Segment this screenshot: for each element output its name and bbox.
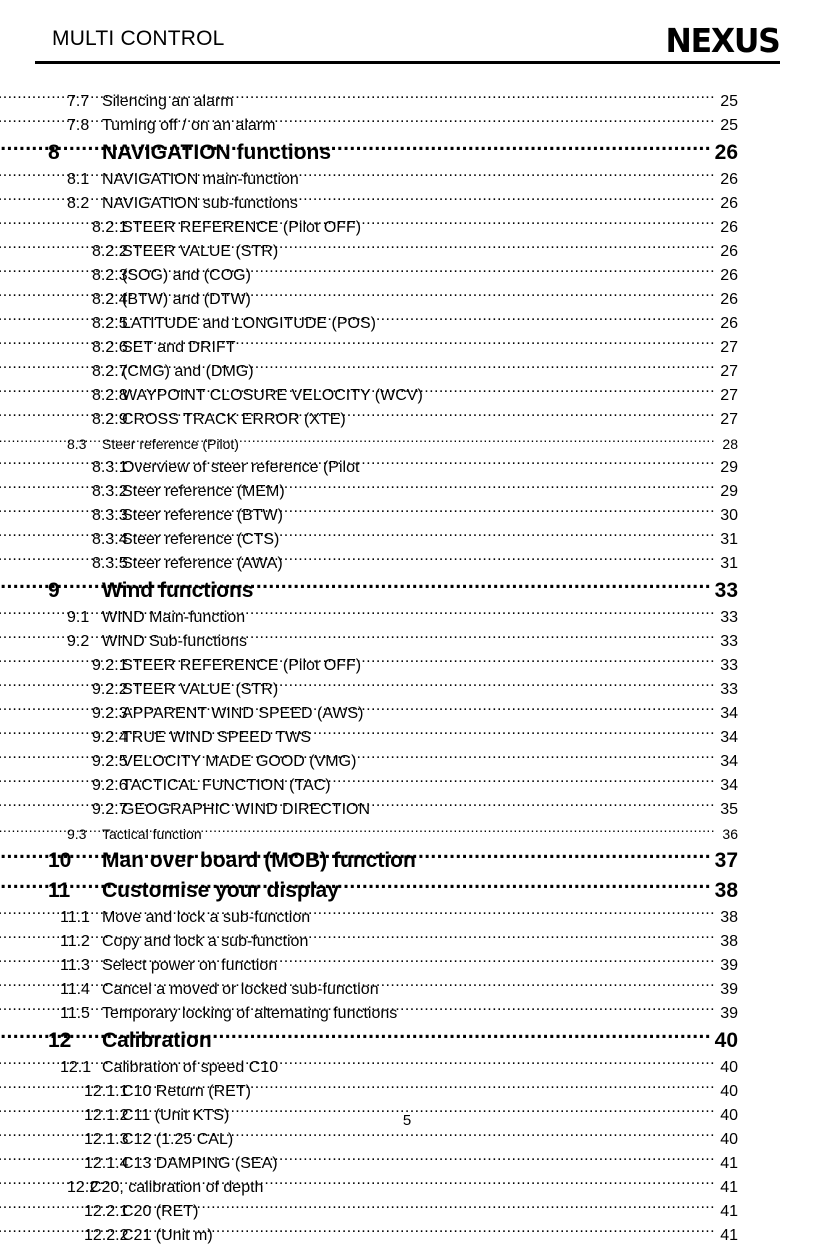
- toc-leader-dots: [246, 606, 715, 622]
- toc-entry-page: 25: [720, 93, 738, 110]
- toc-entry-number: 9.2.1: [92, 657, 128, 674]
- toc-entry-number: 9.2.5: [92, 753, 128, 770]
- toc-entry-title: C20 (RET): [122, 1203, 199, 1220]
- toc-entry-number: 9.2.4: [92, 729, 128, 746]
- nexus-logo: NEXUS: [666, 21, 780, 60]
- toc-entry-number: 9.1: [67, 609, 90, 626]
- toc-entry-title: GEOGRAPHIC WIND DIRECTION: [122, 801, 371, 818]
- toc-entry-title: STEER VALUE (STR): [122, 243, 279, 260]
- toc-leader-dots: [398, 1002, 715, 1018]
- toc-entry-page: 38: [714, 879, 738, 902]
- toc-entry-title: Select power on function: [102, 957, 278, 974]
- toc-entry-title: C20, calibration of depth: [90, 1179, 264, 1196]
- toc-entry-title: Steer reference (MEM): [122, 483, 285, 500]
- toc-entry-title: Steer reference (Pilot): [102, 436, 239, 452]
- toc-entry-title: APPARENT WIND SPEED (AWS): [122, 705, 364, 722]
- toc-entry-page: 33: [720, 681, 738, 698]
- toc-entry-page: 35: [720, 801, 738, 818]
- toc-leader-dots: [255, 360, 715, 376]
- toc-entry-page: 28: [722, 436, 738, 452]
- header-divider: [35, 61, 780, 64]
- toc-entry-title: WIND Sub-functions: [102, 633, 247, 650]
- toc-entry-number: 12.1: [60, 1059, 92, 1076]
- toc-entry-title: (BTW) and (DTW): [122, 291, 251, 308]
- toc-leader-dots: [377, 312, 715, 328]
- toc-leader-dots: [357, 750, 715, 766]
- toc-entry-title: Customise your display: [102, 879, 339, 902]
- toc-leader-dots: [280, 528, 715, 544]
- toc-leader-dots: [309, 930, 715, 946]
- toc-entry-number: 8.2.1: [92, 219, 128, 236]
- toc-entry-title: Overview of steer reference (Pilot: [122, 459, 360, 476]
- toc-entry-page: 33: [720, 633, 738, 650]
- toc-entry-number: 7.8: [67, 117, 90, 134]
- toc-entry-title: SET and DRIFT: [122, 339, 236, 356]
- toc-entry-number: 8.2.7: [92, 363, 128, 380]
- toc-entry-title: Silencing an alarm: [102, 93, 234, 110]
- toc-leader-dots: [276, 114, 715, 130]
- toc-entry-number: 11.3: [60, 957, 90, 974]
- footer-page-number: 5: [402, 1112, 412, 1129]
- toc-entry-number: 12.1.3: [84, 1131, 129, 1148]
- toc-leader-dots: [362, 216, 715, 232]
- toc-entry-title: Wind functions: [102, 579, 254, 602]
- toc-entry-number: 8.2.2: [92, 243, 128, 260]
- toc-entry-title: WAYPOINT CLOSURE VELOCITY (WCV): [122, 387, 423, 404]
- toc-entry-title: Turning off / on an alarm: [102, 117, 276, 134]
- toc-entry-number: 7.7: [67, 93, 90, 110]
- toc-entry-number: 8.2.9: [92, 411, 128, 428]
- toc-leader-dots: [237, 336, 715, 352]
- toc-leader-dots: [252, 288, 715, 304]
- toc-entry-page: 27: [720, 363, 738, 380]
- toc-leader-dots: [199, 1200, 715, 1216]
- toc-entry-number: 12.2: [67, 1179, 99, 1196]
- toc-leader-dots: [332, 774, 715, 790]
- toc-entry-page: 41: [720, 1179, 738, 1196]
- toc-entry-page: 39: [720, 981, 738, 998]
- toc-entry-page: 41: [720, 1227, 738, 1244]
- toc-leader-dots: [252, 1080, 715, 1096]
- toc-entry-number: 8.2.3: [92, 267, 128, 284]
- toc-entry-number: 12.2.2: [84, 1227, 129, 1244]
- toc-entry-number: 8.3.2: [92, 483, 128, 500]
- toc-entry-number: 12.1.2: [84, 1107, 129, 1124]
- toc-leader-dots: [360, 456, 715, 472]
- toc-leader-dots: [279, 240, 715, 256]
- toc-entry-number: 11.5: [60, 1005, 90, 1022]
- toc-entry-title: STEER REFERENCE (Pilot OFF): [122, 657, 362, 674]
- toc-entry-title: LATITUDE and LONGITUDE (POS): [122, 315, 376, 332]
- toc-entry-page: 26: [720, 243, 738, 260]
- toc-entry-page: 33: [720, 609, 738, 626]
- toc-entry-page: 31: [720, 531, 738, 548]
- toc-entry-number: 12.1.1: [84, 1083, 129, 1100]
- toc-entry-page: 26: [720, 195, 738, 212]
- toc-entry-page: 39: [720, 957, 738, 974]
- page-header: [35, 21, 780, 66]
- toc-entry-title: Man over board (MOB) function: [102, 849, 416, 872]
- toc-leader-dots: [362, 654, 715, 670]
- toc-entry-page: 40: [714, 1029, 738, 1052]
- toc-entry-title: VELOCITY MADE GOOD (VMG): [122, 753, 357, 770]
- toc-entry-page: 40: [720, 1107, 738, 1124]
- toc-leader-dots: [252, 264, 715, 280]
- toc-leader-dots: [417, 846, 711, 867]
- toc-entry-number: 8.3.5: [92, 555, 128, 572]
- toc-entry-page: 27: [720, 387, 738, 404]
- toc-leader-dots: [380, 978, 715, 994]
- toc-entry-number: 11.4: [60, 981, 90, 998]
- toc-entry-number: 12.1.4: [84, 1155, 129, 1172]
- toc-entry-title: Calibration: [102, 1029, 212, 1052]
- toc-entry-page: 29: [720, 483, 738, 500]
- toc-entry-number: 12: [48, 1029, 72, 1052]
- toc-entry-number: 8.3.3: [92, 507, 128, 524]
- toc-entry-title: Temporary locking of alternating functions: [102, 1005, 398, 1022]
- toc-entry-number: 9: [48, 579, 60, 602]
- toc-leader-dots: [340, 876, 711, 897]
- toc-leader-dots: [284, 504, 715, 520]
- toc-leader-dots: [264, 1176, 715, 1192]
- toc-leader-dots: [254, 576, 711, 597]
- toc-entry-page: 26: [720, 267, 738, 284]
- toc-entry-page: 33: [714, 579, 738, 602]
- toc-entry-number: 12.2.1: [84, 1203, 129, 1220]
- toc-entry-number: 8.2.8: [92, 387, 128, 404]
- toc-entry-number: 8.2: [67, 195, 90, 212]
- toc-entry-number: 8.3.1: [92, 459, 128, 476]
- toc-entry-title: Steer reference (AWA): [122, 555, 283, 572]
- toc-entry-page: 27: [720, 339, 738, 356]
- toc-entry-title: C10 Return (RET): [122, 1083, 251, 1100]
- toc-entry-title: NAVIGATION functions: [102, 141, 332, 164]
- toc-entry-page: 27: [720, 411, 738, 428]
- toc-entry-number: 9.2.6: [92, 777, 128, 794]
- toc-leader-dots: [332, 138, 711, 159]
- header-title: MULTI CONTROL: [52, 27, 225, 50]
- toc-leader-dots: [235, 90, 715, 106]
- toc-entry-title: WIND Main-function: [102, 609, 246, 626]
- toc-leader-dots: [240, 435, 715, 449]
- table-of-contents: [35, 90, 780, 1248]
- toc-entry-number: 8.2.5: [92, 315, 128, 332]
- toc-leader-dots: [311, 906, 715, 922]
- toc-leader-dots: [214, 1224, 715, 1240]
- toc-entry-number: 8.2.4: [92, 291, 128, 308]
- toc-entry-title: CROSS TRACK ERROR (XTE): [122, 411, 346, 428]
- page-footer: [0, 1112, 814, 1129]
- toc-entry-title: (CMG) and (DMG): [122, 363, 254, 380]
- toc-entry-number: 8.2.6: [92, 339, 128, 356]
- toc-leader-dots: [365, 702, 715, 718]
- toc-entry-title: NAVIGATION main-function: [102, 171, 299, 188]
- toc-entry-number: 11.2: [60, 933, 90, 950]
- toc-entry-title: STEER VALUE (STR): [122, 681, 279, 698]
- toc-entry-page: 33: [720, 657, 738, 674]
- toc-leader-dots: [424, 384, 715, 400]
- toc-entry-title: Calibration of speed C10: [102, 1059, 279, 1076]
- toc-entry-page: 38: [720, 909, 738, 926]
- toc-entry-title: TRUE WIND SPEED TWS: [122, 729, 312, 746]
- toc-entry-number: 8: [48, 141, 60, 164]
- toc-entry-page: 40: [720, 1059, 738, 1076]
- toc-leader-dots: [299, 192, 715, 208]
- toc-leader-dots: [213, 1026, 711, 1047]
- toc-entry-title: C11 (Unit KTS): [122, 1107, 230, 1124]
- toc-entry-title: C13 DAMPING (SEA): [122, 1155, 278, 1172]
- toc-entry-number: 11: [48, 879, 71, 902]
- toc-entry-title: STEER REFERENCE (Pilot OFF): [122, 219, 362, 236]
- toc-entry-page: 37: [714, 849, 738, 872]
- toc-entry-number: 9.3: [67, 826, 87, 842]
- toc-entry-title: Steer reference (CTS): [122, 531, 280, 548]
- toc-entry-title: C21 (Unit m): [122, 1227, 213, 1244]
- toc-entry-page: 39: [720, 1005, 738, 1022]
- toc-leader-dots: [279, 1152, 715, 1168]
- toc-leader-dots: [279, 1056, 715, 1072]
- toc-leader-dots: [300, 168, 715, 184]
- toc-entry-number: 11.1: [60, 909, 90, 926]
- toc-entry-page: 41: [720, 1203, 738, 1220]
- toc-entry-title: NAVIGATION sub-functions: [102, 195, 298, 212]
- toc-entry-page: 40: [720, 1083, 738, 1100]
- toc-entry-title: Copy and lock a sub-function: [102, 933, 309, 950]
- toc-entry-number: 10: [48, 849, 72, 872]
- toc-entry-page: 40: [720, 1131, 738, 1148]
- toc-entry-page: 26: [720, 291, 738, 308]
- toc-leader-dots: [312, 726, 715, 742]
- toc-entry[interactable]: [35, 1224, 738, 1248]
- toc-entry-page: 30: [720, 507, 738, 524]
- toc-entry-page: 26: [720, 171, 738, 188]
- toc-entry-number: 8.3.4: [92, 531, 128, 548]
- toc-leader-dots: [286, 480, 715, 496]
- toc-entry-page: 26: [720, 219, 738, 236]
- toc-leader-dots: [371, 798, 715, 814]
- toc-leader-dots: [278, 954, 715, 970]
- toc-leader-dots: [284, 552, 715, 568]
- toc-entry-page: 41: [720, 1155, 738, 1172]
- toc-entry-title: Tactical function: [102, 826, 202, 842]
- toc-entry-number: 9.2.3: [92, 705, 128, 722]
- toc-entry-page: 31: [720, 555, 738, 572]
- toc-entry-number: 9.2.7: [92, 801, 128, 818]
- toc-entry-page: 29: [720, 459, 738, 476]
- toc-entry-page: 26: [714, 141, 738, 164]
- toc-entry-page: 36: [722, 826, 738, 842]
- toc-entry-title: (SOG) and (COG): [122, 267, 251, 284]
- toc-entry-page: 34: [720, 705, 738, 722]
- toc-entry-title: Steer reference (BTW): [122, 507, 283, 524]
- toc-entry-title: C12 (1.25 CAL): [122, 1131, 234, 1148]
- toc-leader-dots: [347, 408, 715, 424]
- toc-entry-title: TACTICAL FUNCTION (TAC): [122, 777, 331, 794]
- toc-entry-title: Move and lock a sub-function: [102, 909, 311, 926]
- toc-entry-page: 38: [720, 933, 738, 950]
- toc-leader-dots: [234, 1128, 715, 1144]
- toc-entry-number: 8.3: [67, 436, 87, 452]
- toc-leader-dots: [279, 678, 715, 694]
- toc-entry-page: 34: [720, 753, 738, 770]
- toc-leader-dots: [248, 630, 715, 646]
- toc-entry-page: 26: [720, 315, 738, 332]
- toc-entry-page: 34: [720, 777, 738, 794]
- toc-entry-title: Cancel a moved or locked sub-function: [102, 981, 379, 998]
- toc-entry-number: 9.2.2: [92, 681, 128, 698]
- toc-entry-page: 34: [720, 729, 738, 746]
- toc-entry-page: 25: [720, 117, 738, 134]
- toc-entry-number: 8.1: [67, 171, 90, 188]
- toc-entry-number: 9.2: [67, 633, 90, 650]
